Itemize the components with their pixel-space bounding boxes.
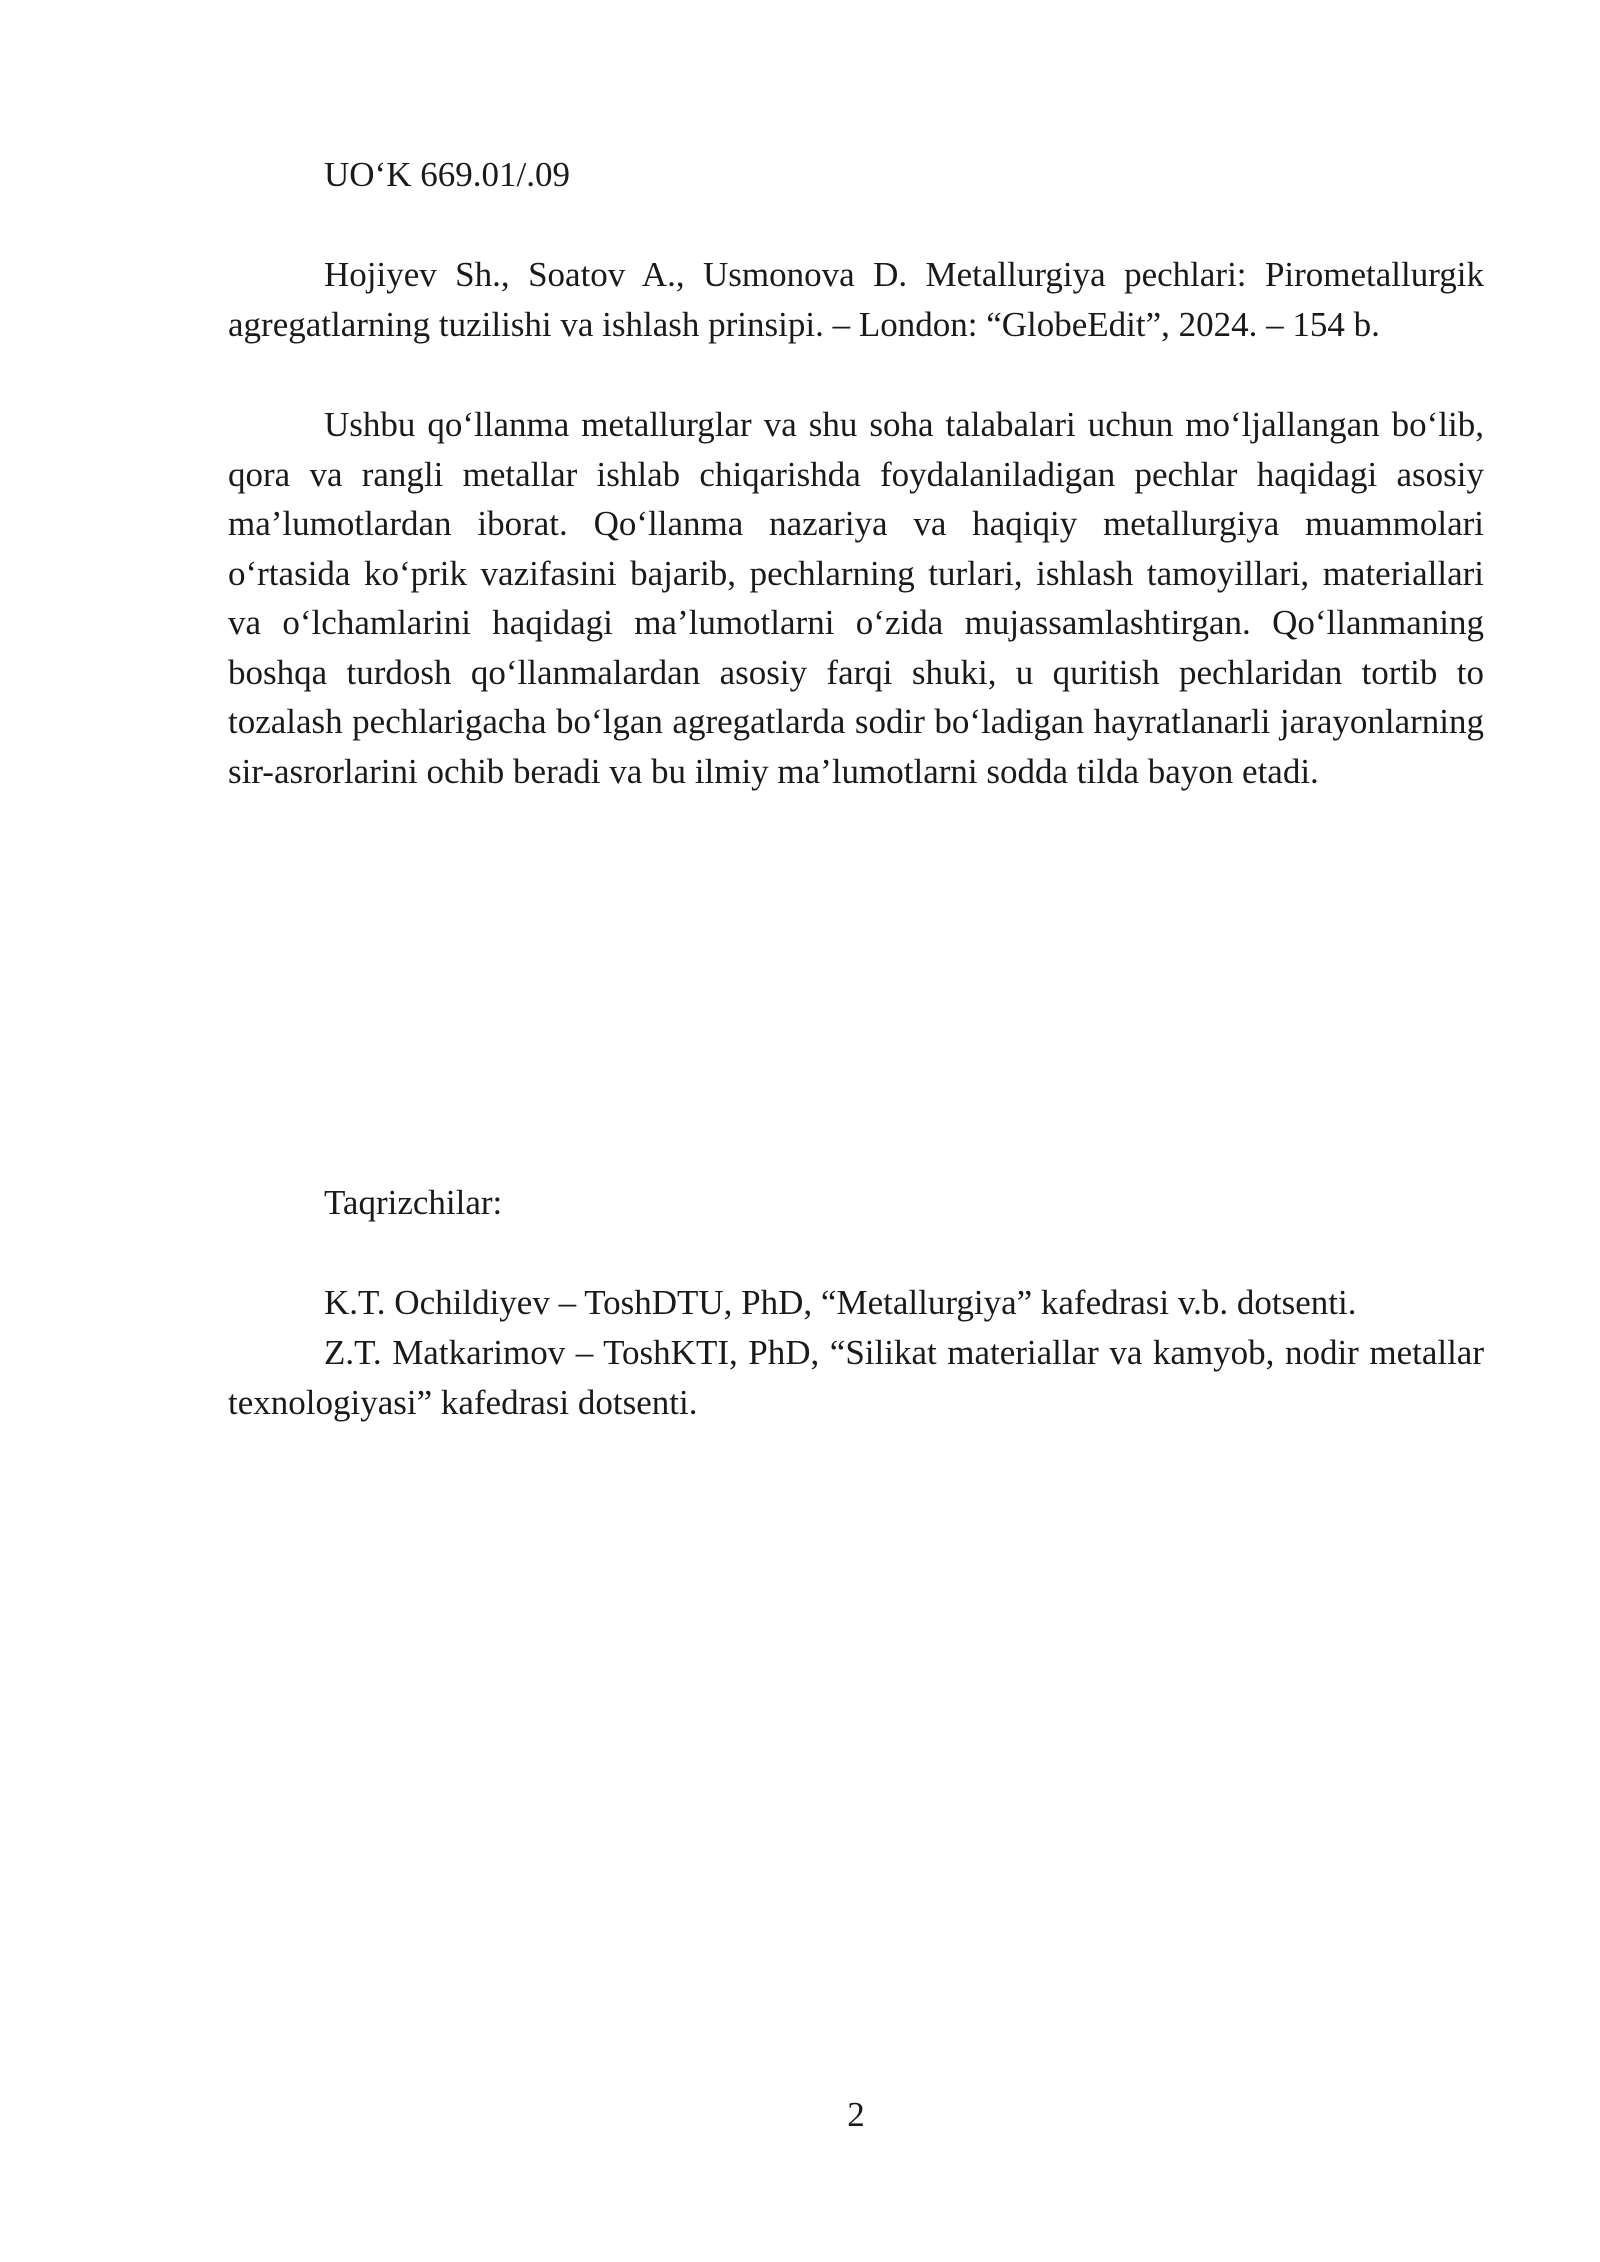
reviewer-entry: Z.T. Matkarimov – ToshKTI, PhD, “Silikat materiallar va kamyob, nodir metallar texnologiyasi” kafedrasi dotsenti. bbox=[228, 1333, 1484, 1422]
udc-code: UO‘K 669.01/.09 bbox=[324, 155, 570, 194]
reviewers-heading: Taqrizchilar: bbox=[324, 1183, 503, 1222]
bibliographic-citation: Hojiyev Sh., Soatov A., Usmonova D. Metallurgiya pechlari: Pirometallurgik agregatlarning tuzilishi va ishlash prinsipi. – London: “GlobeEdit”, 2024. – 154 b. bbox=[228, 255, 1484, 344]
reviewer-entry: K.T. Ochildiyev – ToshDTU, PhD, “Metallurgiya” kafedrasi v.b. dotsenti. bbox=[324, 1283, 1357, 1322]
page-number: 2 bbox=[847, 2095, 865, 2134]
annotation-paragraph: Ushbu qo‘llanma metallurglar va shu soha talabalari uchun mo‘ljallangan bo‘lib, qora va rangli metallar ishlab chiqarishda foydalaniladigan pechlar haqidagi asosiy ma’lumotlardan iborat. Qo‘llanma nazariya va haqiqiy metallurgiya muammolari o‘rtasida ko‘prik vazifasini bajarib, pechlarning turlari, ishlash tamoyillari, materiallari va o‘lchamlarini haqidagi ma’lumotlarni o‘zida mujassamlashtirgan. Qo‘llanmaning boshqa turdosh qo‘llanmalardan asosiy farqi shuki, u quritish pechlaridan tortib to tozalash pechlarigacha bo‘lgan agregatlarda sodir bo‘ladigan hayratlanarli jarayonlarning sir-asrorlarini ochib beradi va bu ilmiy ma’lumotlarni sodda tilda bayon etadi. bbox=[228, 405, 1484, 791]
